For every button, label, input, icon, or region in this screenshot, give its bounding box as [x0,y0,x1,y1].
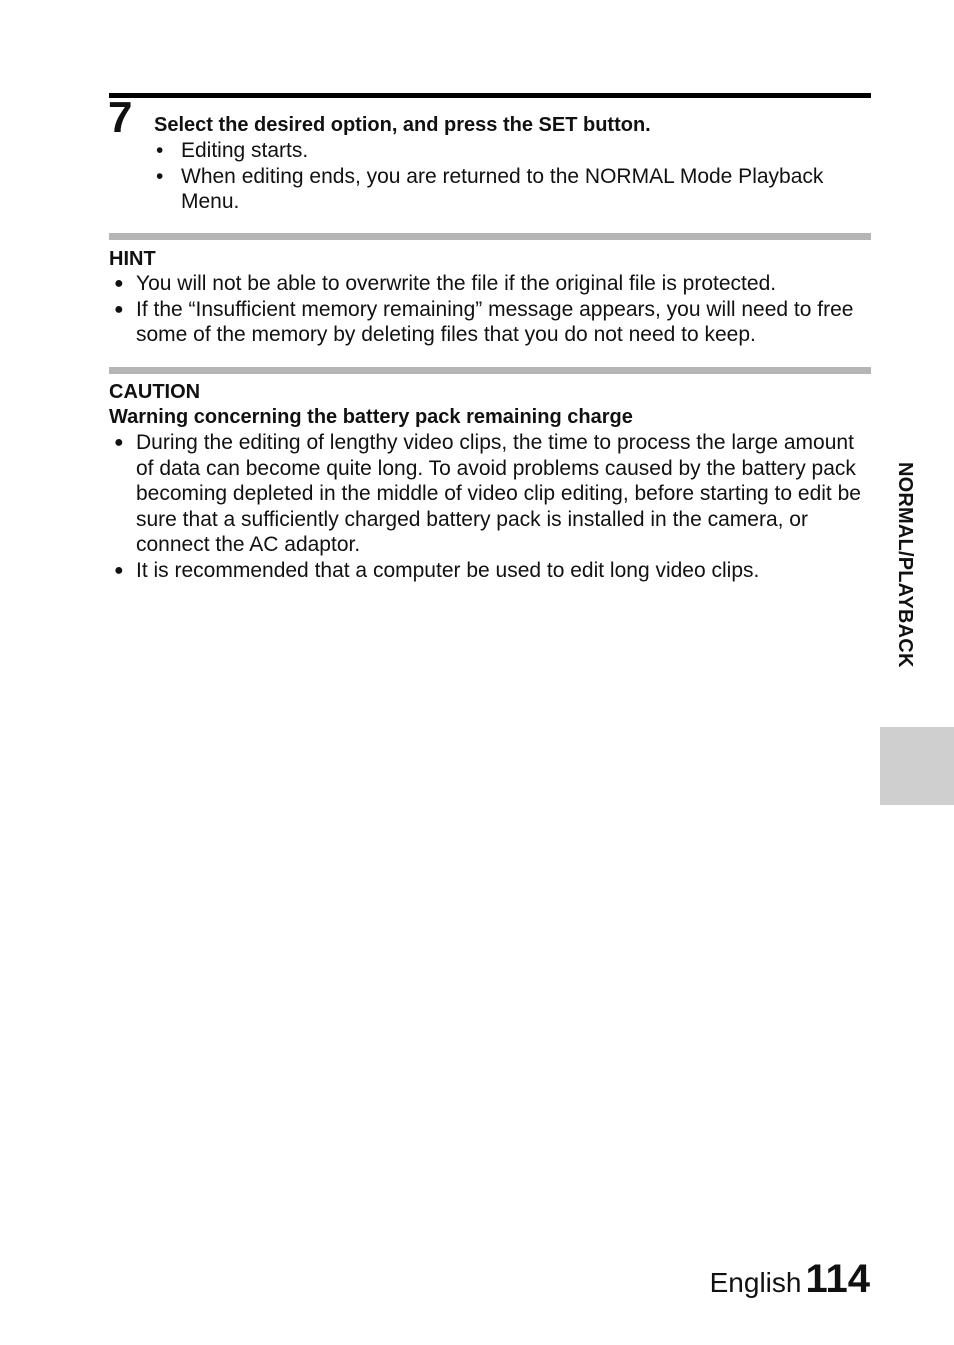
footer-language: English [709,1267,802,1298]
list-item-text: Editing starts. [181,139,309,162]
list-item [114,430,866,558]
list-item [114,558,866,584]
hint-heading: HINT [109,248,156,270]
step-number: 7 [108,93,133,142]
list-item [154,138,870,164]
list-item-text: It is recommended that a computer be used to edit long video clips. [136,558,760,582]
step-bullet-list [154,138,870,215]
bullet-icon: ● [114,275,124,292]
bullet-icon: ● [114,434,124,451]
list-item-text: If the “Insufficient memory remaining” message appears, you will need to free some of the memory by deleting files that you do not need to keep. [136,297,854,346]
list-item [114,271,866,297]
caution-subtitle: Warning concerning the battery pack remaining charge [109,406,633,428]
list-item [114,297,866,348]
hint-divider [109,233,871,240]
list-item-text: When editing ends, you are returned to the NORMAL Mode Playback Menu. [181,164,824,213]
list-item-text: During the editing of lengthy video clips, the time to process the large amount of data can become quite long. To avoid problems caused by the battery pack becoming depleted in the middle of video clip editing, before starting to edit be sure that a sufficiently charged battery pack is installed in the camera, or connect the AC adaptor. [136,431,861,556]
bullet-icon: • [156,139,164,162]
page-number: 114 [805,1257,870,1301]
bullet-icon: ● [114,300,124,318]
step-title: Select the desired option, and press the SET button. [154,114,651,136]
caution-divider [109,367,871,374]
caution-list [114,430,866,583]
section-side-label: NORMAL/PLAYBACK [894,462,916,668]
hint-list [114,271,866,348]
section-tab-marker [880,727,954,805]
bullet-icon: • [156,164,164,188]
bullet-icon: ● [114,561,124,579]
list-item-text: You will not be able to overwrite the file if the original file is protected. [136,272,777,295]
list-item [154,164,870,215]
caution-heading: CAUTION [109,381,201,403]
page-footer [710,1257,870,1302]
top-rule [109,93,871,98]
